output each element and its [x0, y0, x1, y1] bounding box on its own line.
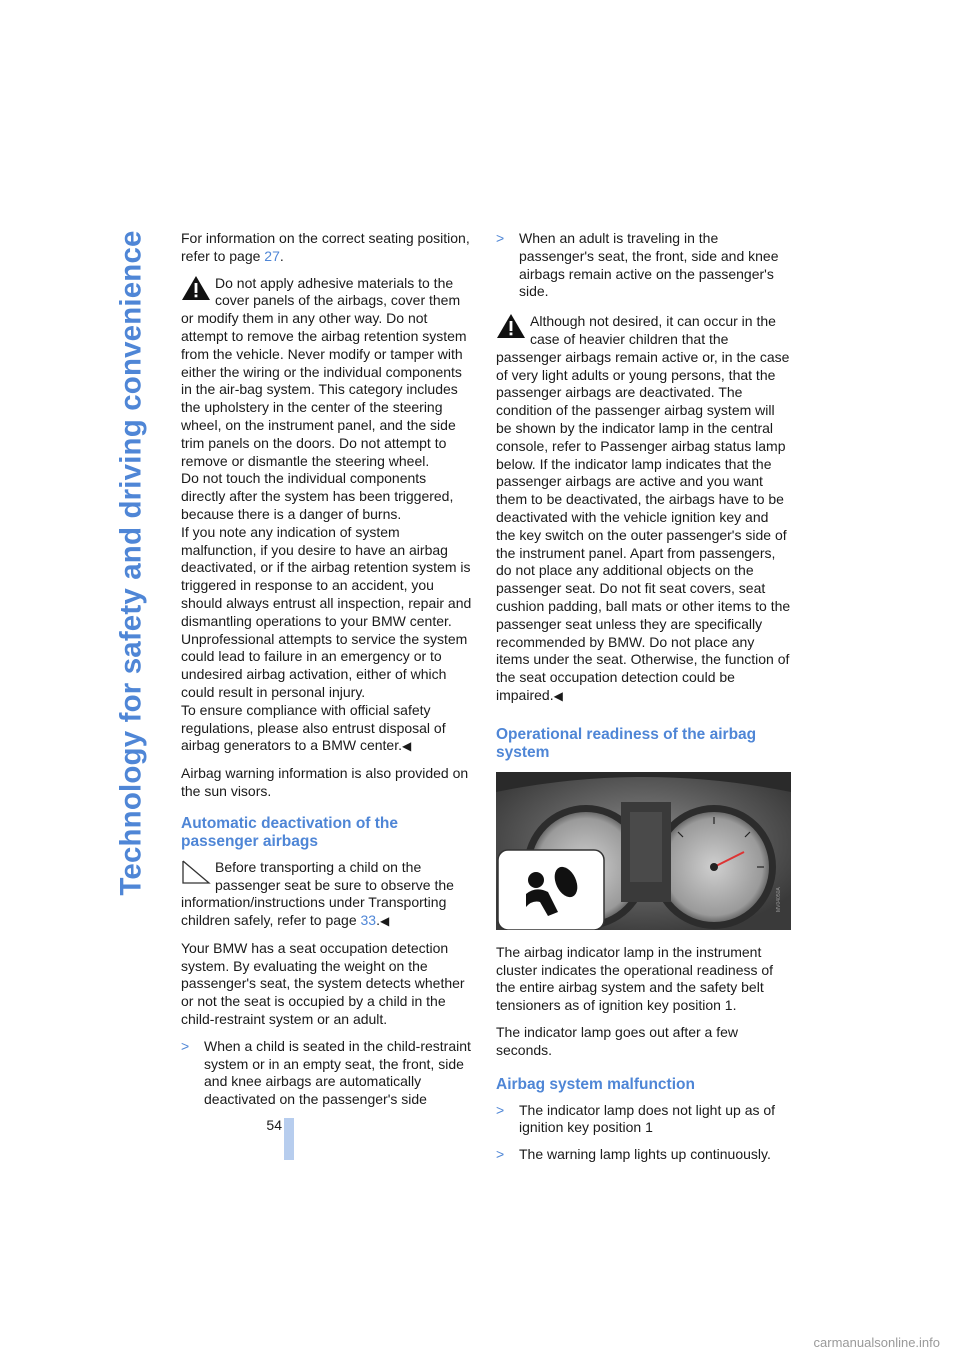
list-item: > The warning lamp lights up continuously. [496, 1146, 771, 1163]
paragraph: The airbag indicator lamp in the instrument cluster indicates the operational readiness of the entire airbag system and the safety belt tensioners as of ignition key position 1. [496, 943, 774, 1014]
list-item: > When a child is seated in the child-restraint system or in an empty seat, the front, side and knee airbags are automatically deactivated on the passenger's side [181, 1037, 471, 1108]
right-column [496, 230, 791, 1173]
section-heading: Automatic deactivation of the passenger airbags [181, 814, 399, 850]
warning-text: If you note any indication of system malfunction, if you desire to have an airbag deactivated, or if the airbag retention system is triggered in response to an accident, you should always entrust all inspection, repair and dismantling operations to your BMW center. Unprofessional attempts to service the system could lead to failure in an emergency or to undesired airbag activation, either of which could result in personal injury. [181, 523, 472, 700]
bullet-mark: > [496, 1101, 505, 1118]
page-link[interactable]: 33 [360, 912, 377, 929]
page-marker-bar [284, 1118, 294, 1160]
page-number: 54 [266, 1117, 282, 1133]
bullet-mark: > [496, 1146, 505, 1163]
note-block [181, 859, 472, 931]
list-item: > The indicator lamp does not light up as of ignition key position 1 [496, 1101, 776, 1136]
instrument-cluster-image [496, 772, 791, 930]
warning-block [496, 313, 791, 706]
side-section-title: Technology for safety and driving convenience [115, 230, 149, 896]
end-mark: ◀ [402, 739, 412, 754]
warning-text: To ensure compliance with official safety regulations, please also entrust disposal of airbag generators to a BMW center.◀ [181, 701, 446, 754]
paragraph: The indicator lamp goes out after a few seconds. [496, 1023, 739, 1058]
warning-triangle-icon [181, 275, 211, 301]
instrument-cluster-figure [496, 772, 791, 930]
svg-text:MV04050A: MV04050A [776, 886, 782, 912]
section-heading: Operational readiness of the airbag system [496, 725, 757, 761]
bullet-mark: > [496, 230, 505, 246]
warning-triangle-icon [496, 313, 526, 339]
warning-text: Do not apply adhesive materials to the cover panels of the airbags, cover them or modify them in any other way. Do not attempt to remove the airbag retention system from the vehicle. Never modify or tamper with either the wiring or the individual components in the air-bag system. This category includes the upholstery in the center of the steering wheel, on the instrument panel, and the side trim panels on the doors. Do not attempt to remove or dismantle the steering wheel. [181, 274, 467, 469]
warning-text: Do not touch the individual components directly after the system has been triggered, because there is a danger of burns. [181, 470, 454, 522]
subsection-heading: Airbag system malfunction [496, 1075, 695, 1093]
note-text: Before transporting a child on the passenger seat be sure to observe the information/instructions under Transporting children safely, refer to page 33.◀ [181, 858, 454, 929]
end-mark: ◀ [553, 688, 563, 703]
warning-block [181, 275, 472, 757]
paragraph: Your BMW has a seat occupation detection system. By evaluating the weight on the passenger's seat, the system detects whether or not the seat is occupied by a child in the child-restraint system or an adult. [181, 939, 465, 1028]
left-column [181, 230, 472, 1118]
note-arrow-icon [181, 859, 211, 885]
end-mark: ◀ [379, 914, 390, 929]
footer-watermark: carmanualsonline.info [813, 1335, 940, 1350]
list-item: > When an adult is traveling in the passenger's seat, the front, side and knee airbags remain active on the passenger's side. [496, 230, 779, 300]
page-link[interactable]: 27 [264, 247, 280, 264]
paragraph: Airbag warning information is also provided on the sun visors. [181, 765, 469, 799]
bullet-mark: > [181, 1037, 190, 1054]
paragraph: For information on the correct seating position, refer to page 27. [181, 230, 470, 264]
warning-text: Although not desired, it can occur in the case of heavier children that the passenger airbags remain active or, in the case of very light adults or young persons, that the passenger airbags are deactivated. The condition of the passenger airbag system will be shown by the indicator lamp in the central console, refer to Passenger airbag status lamp below. If the indicator lamp indicates that the passenger airbags are active and you want them to be deactivated, the airbags have to be deactivated with the vehicle ignition key and the key switch on the outer passenger's side of the instrument panel. Apart from passengers, do not place any additional objects on the passenger seat. Do not fit seat covers, seat cushion padding, ball mats or other items to the passenger seat unless they are specifically recommended by BMW. Do not place any items under the seat. Otherwise, the function of the seat occupation detection could be impaired.◀ [496, 313, 791, 703]
